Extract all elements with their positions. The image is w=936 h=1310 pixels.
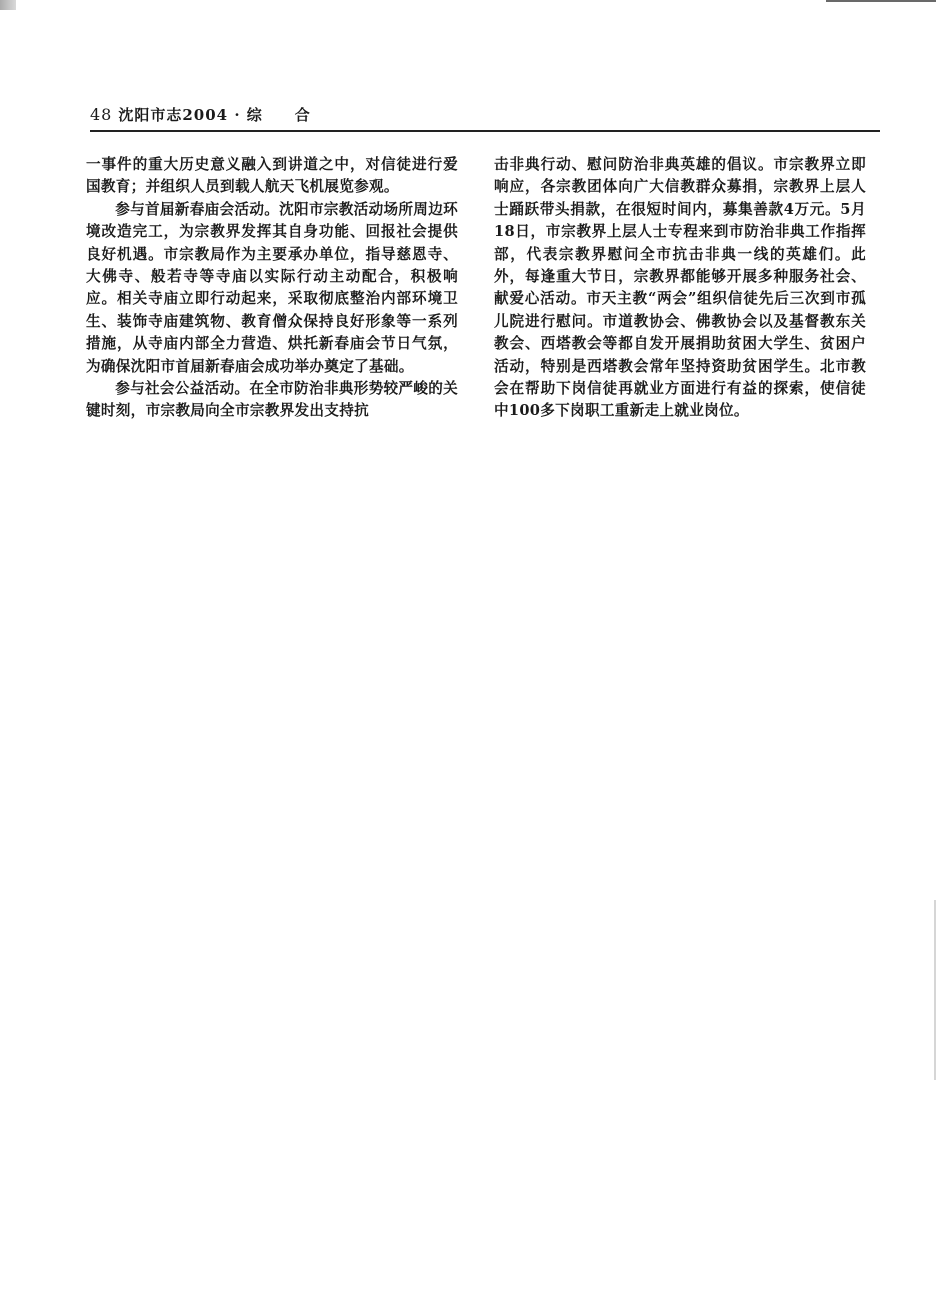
running-header-title: 沈阳市志2004 · 综 合 — [118, 106, 311, 124]
page-number: 48 — [90, 105, 113, 124]
paragraph-continued-right: 击非典行动、慰问防治非典英雄的倡议。市宗教界立即响应，各宗教团体向广大信教群众募捐，宗教界上层人士踊跃带头捐款，在很短时间内，募集善款4万元。5月18日，市宗教界上层人士专程来到市防治非典工作指挥部，代表宗教界慰问全市抗击非典一线的英雄们。此外，每逢重大节日，宗教界都能够开展多种服务社会、献爱心活动。市天主教“两会”组织信徒先后三次到市孤儿院进行慰问。市道教协会、佛教协会以及基督教东关教会、西塔教会等都自发开展捐助贫困大学生、贫困户活动，特别是西塔教会常年坚持资助贫困学生。北市教会在帮助下岗信徒再就业方面进行有益的探索，使信徒中100多下岗职工重新走上就业岗位。 — [494, 156, 866, 420]
paragraph-spring-temple-fair: 参与首届新春庙会活动。沈阳市宗教活动场所周边环境改造完工，为宗教界发挥其自身功能、回报社会提供良好机遇。市宗教局作为主要承办单位，指导慈恩寺、大佛寺、般若寺等寺庙以实际行动主动配合，积极响应。相关寺庙立即行动起来，采取彻底整治内部环境卫生、装饰寺庙建筑物、教育僧众保持良好形象等一系列措施，从寺庙内部全力营造、烘托新春庙会节日气氛，为确保沈阳市首届新春庙会成功举办奠定了基础。 — [86, 200, 458, 375]
text-column-right — [494, 154, 866, 423]
scan-margin-line — [930, 900, 936, 1080]
scan-edge-marks — [0, 0, 936, 14]
paragraph-continued: 一事件的重大历史意义融入到讲道之中，对信徒进行爱国教育；并组织人员到载人航天飞机展览参观。 — [86, 156, 458, 196]
scan-corner-mark — [0, 0, 16, 10]
paragraph-public-welfare: 参与社会公益活动。在全市防治非典形势较严峻的关键时刻，市宗教局向全市宗教界发出支持抗 — [86, 380, 458, 420]
running-header — [90, 104, 870, 134]
header-rule — [90, 130, 880, 132]
text-column-left — [86, 154, 458, 423]
scan-edge-line — [826, 0, 936, 10]
